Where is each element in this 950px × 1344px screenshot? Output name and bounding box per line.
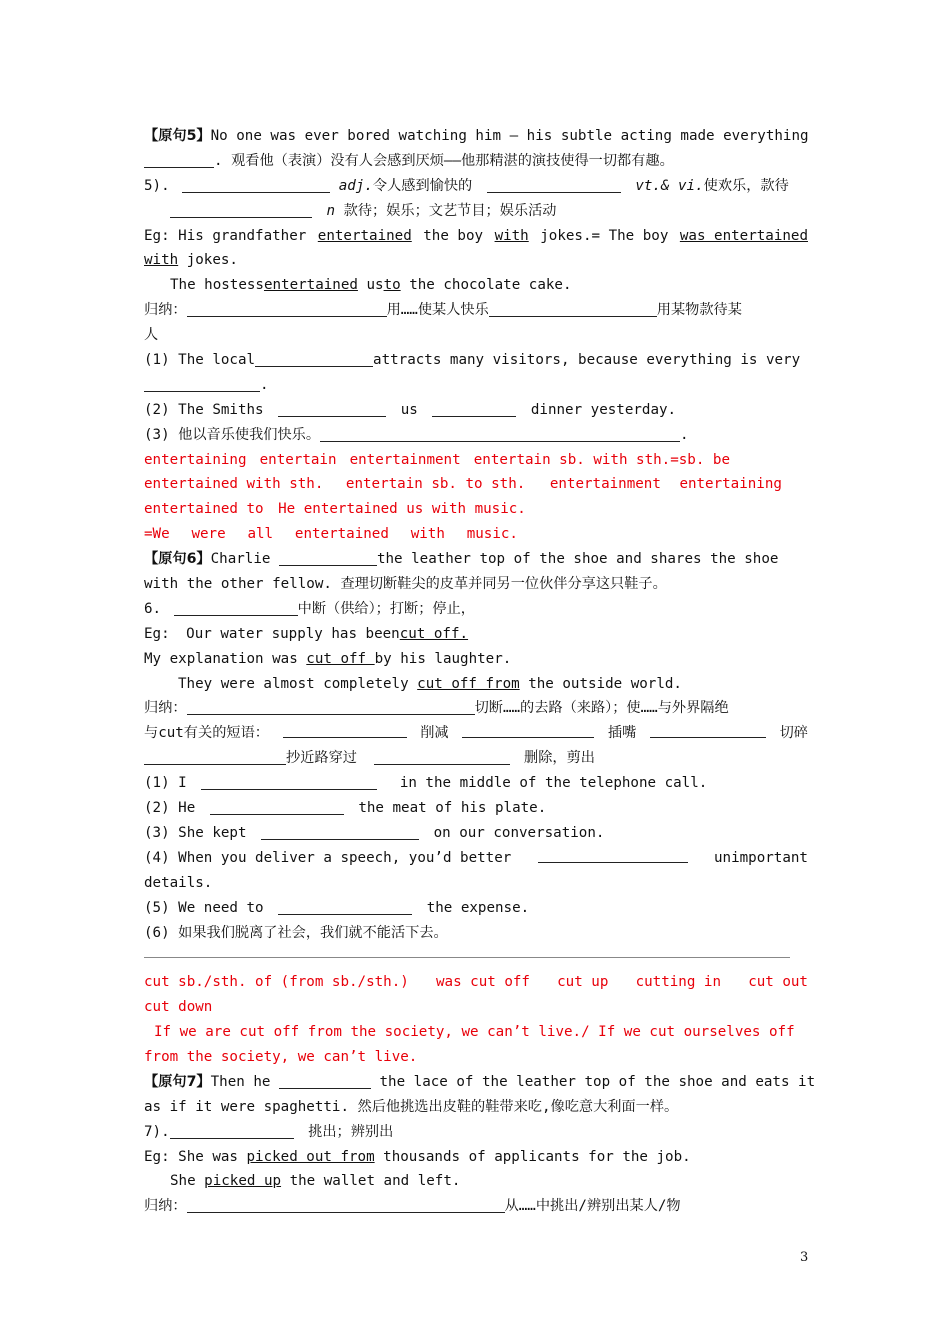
phrases-6-line2: 抄近路穿过 删除，剪出: [144, 746, 808, 771]
blank[interactable]: [201, 773, 377, 790]
summary-7: 归纳： 从……中挑出/辨别出某人/物: [144, 1198, 681, 1215]
answer-6-line1: cut sb./sth. of (from sb./sth.) was cut off cut up cutting in cut out: [144, 974, 808, 991]
question-5-3: (3) 他以音乐使我们快乐。 .: [144, 426, 689, 443]
blank[interactable]: [279, 1072, 371, 1089]
question-6-4-cont: details.: [144, 874, 213, 891]
blank[interactable]: [187, 300, 387, 317]
blank[interactable]: [278, 898, 412, 915]
item-5-definition-noun: n 款待；娱乐；文艺节目；娱乐活动: [144, 199, 808, 224]
question-5-2: (2) The Smiths us dinner yesterday.: [144, 401, 677, 418]
blank[interactable]: [187, 1196, 505, 1213]
sentence-6-line2: with the other fellow. 查理切断鞋尖的皮革并同另一位伙伴分享这只鞋子。: [144, 576, 667, 593]
question-6-6: (6) 如果我们脱离了社会，我们就不能活下去。: [144, 924, 448, 941]
question-6-5: (5) We need to the expense.: [144, 899, 530, 916]
answer-5-line3: entertained to He entertained us with music.: [144, 501, 526, 518]
phrases-6-line1: 与cut有关的短语： 削减 插嘴 切碎: [144, 721, 808, 746]
blank[interactable]: [374, 748, 510, 765]
example-6-2: My explanation was cut off by his laughter.: [144, 650, 512, 667]
summary-5-cont: 人: [144, 327, 159, 344]
sentence-6-tag: 【原句6】: [144, 551, 211, 568]
blank[interactable]: [187, 698, 475, 715]
blank[interactable]: [182, 176, 330, 193]
blank[interactable]: [279, 549, 377, 566]
answer-5-line4: =We were all entertained with music.: [144, 526, 518, 543]
answer-6-line3: If we are cut off from the society, we can’t live./ If we cut ourselves off: [154, 1024, 795, 1041]
item-6-definition: 6. 中断（供给）；打断；停止，: [144, 600, 475, 617]
question-5-1: (1) The local attracts many visitors, because everything is very: [144, 352, 801, 369]
blank[interactable]: [278, 400, 386, 417]
blank[interactable]: [432, 400, 516, 417]
answer-6-line2: cut down: [144, 999, 213, 1016]
question-5-1-cont: .: [144, 373, 808, 398]
example-5-1-cont: with jokes.: [144, 252, 238, 269]
summary-5: 归纳： 用……使某人快乐 用某物款待某: [144, 302, 742, 319]
question-6-3: (3) She kept on our conversation.: [144, 824, 605, 841]
sentence-7-tag: 【原句7】: [144, 1073, 211, 1090]
document-page: [144, 124, 816, 1219]
sentence-7-line2: as if it were spaghetti. 然后他挑选出皮鞋的鞋带来吃,像吃意大利面一样。: [144, 1098, 679, 1115]
question-6-1: (1) I in the middle of the telephone call.: [144, 775, 708, 792]
sentence-5-line2: . 观看他（表演）没有人会感到厌烦——他那精湛的演技使得一切都有趣。: [144, 149, 808, 174]
answer-rule: [144, 957, 790, 958]
example-7-1: Eg: She was picked out from thousands of applicants for the job.: [144, 1148, 691, 1165]
example-7-2: She picked up the wallet and left.: [170, 1173, 461, 1190]
example-6-1: Eg: Our water supply has beencut off.: [144, 625, 469, 642]
blank[interactable]: [320, 425, 680, 442]
blank[interactable]: [170, 201, 312, 218]
item-7-definition: 7). 挑出；辨别出: [144, 1123, 394, 1140]
blank[interactable]: [462, 721, 594, 738]
summary-6: 归纳： 切断……的去路（来路）；使……与外界隔绝: [144, 700, 729, 717]
answer-5-line2: entertained with sth. entertain sb. to sth. entertainment entertaining: [144, 476, 782, 493]
question-6-2: (2) He the meat of his plate.: [144, 800, 547, 817]
sentence-5-tag: 【原句5】: [144, 128, 211, 144]
blank[interactable]: [144, 748, 286, 765]
answer-6-line4: from the society, we can’t live.: [144, 1048, 418, 1065]
blank[interactable]: [261, 823, 419, 840]
item-5-definition: 5). adj.令人感到愉快的 vt.& vi.使欢乐，款待: [144, 177, 789, 194]
example-6-3: They were almost completely cut off from the outside world.: [178, 675, 682, 692]
sentence-7-line1: 【原句7】Then he the lace of the leather top of the shoe and eats it: [144, 1073, 816, 1090]
blank[interactable]: [255, 350, 373, 367]
blank[interactable]: [174, 599, 298, 616]
blank[interactable]: [487, 176, 621, 193]
example-5-1: Eg: His grandfather entertained the boy with jokes.= The boy was entertained: [144, 227, 808, 244]
blank[interactable]: [283, 721, 407, 738]
example-5-2: The hostessentertained usto the chocolate cake.: [170, 277, 572, 294]
answer-5-line1: entertaining entertain entertainment entertain sb. with sth.=sb. be: [144, 451, 730, 468]
sentence-6-line1: 【原句6】Charlie the leather top of the shoe and shares the shoe: [144, 551, 779, 568]
page-number: 3: [800, 1250, 809, 1265]
blank[interactable]: [538, 846, 688, 863]
blank[interactable]: [210, 798, 344, 815]
blank[interactable]: [144, 151, 214, 168]
blank[interactable]: [170, 1122, 294, 1139]
answer-line-6[interactable]: [144, 945, 808, 970]
blank[interactable]: [489, 300, 657, 317]
question-6-4: (4) When you deliver a speech, you’d better unimportant: [144, 846, 808, 871]
sentence-5-line1: 【原句5】No one was ever bored watching him — his subtle acting made everything: [144, 128, 809, 144]
blank[interactable]: [650, 721, 766, 738]
blank[interactable]: [144, 375, 260, 392]
